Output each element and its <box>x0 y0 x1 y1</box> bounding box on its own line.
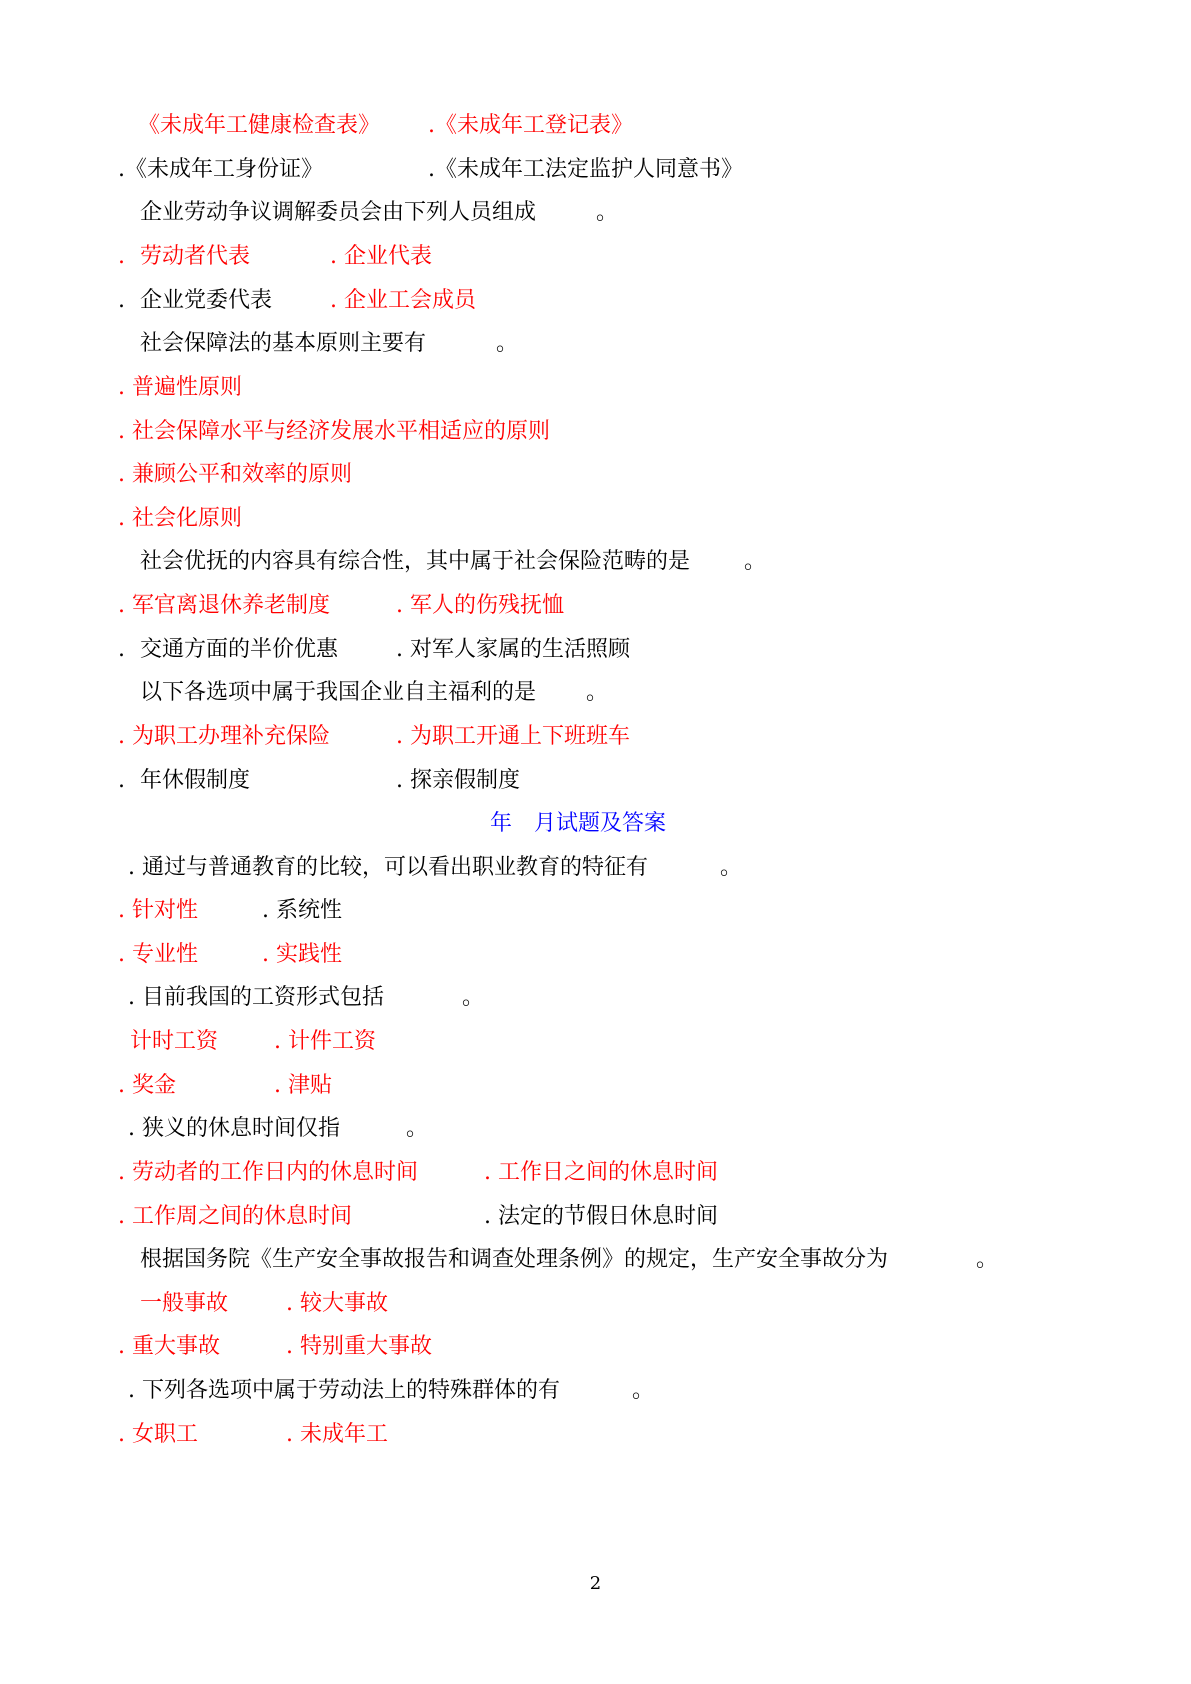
q5-stem-text: 以下各选项中属于我国企业自主福利的是 <box>140 680 537 705</box>
q3-stem-end: 。 <box>496 331 519 356</box>
q6-options-row-1 <box>118 896 342 926</box>
q8-stem-end: 。 <box>406 1116 429 1141</box>
q5-option-b: . 为职工开通上下班班车 <box>396 724 630 749</box>
q10-option-b: . 未成年工 <box>286 1422 388 1447</box>
q7-stem <box>128 983 485 1013</box>
q1-option-a: 《未成年工健康检查表》 <box>138 113 381 138</box>
q4-options-row-1 <box>118 591 564 621</box>
q7-stem-end: 。 <box>462 985 485 1010</box>
q2-option-a: 劳动者代表 <box>140 244 251 269</box>
q4-option-c: 交通方面的半价优惠 <box>140 637 339 662</box>
page-number: 2 <box>589 1573 602 1594</box>
q2-options-row-2 <box>118 286 476 316</box>
q3-stem <box>140 329 519 359</box>
q9-option-b: . 较大事故 <box>286 1291 388 1316</box>
q3-stem-text: 社会保障法的基本原则主要有 <box>140 331 427 356</box>
q5-options-row-1 <box>118 722 630 752</box>
q2-option-c-mark: . <box>118 288 125 313</box>
q7-stem-text: . 目前我国的工资形式包括 <box>128 985 384 1010</box>
q10-stem-text: . 下列各选项中属于劳动法上的特殊群体的有 <box>128 1378 560 1403</box>
q9-stem-text: 根据国务院《生产安全事故报告和调查处理条例》的规定，生产安全事故分为 <box>140 1247 889 1272</box>
q2-stem-text: 企业劳动争议调解委员会由下列人员组成 <box>140 200 537 225</box>
q8-option-c: . 工作周之间的休息时间 <box>118 1204 352 1229</box>
q8-stem-text: . 狭义的休息时间仅指 <box>128 1116 340 1141</box>
q7-option-b: . 计件工资 <box>274 1029 376 1054</box>
q4-option-b: . 军人的伤残抚恤 <box>396 593 564 618</box>
q8-options-row-1 <box>118 1158 718 1188</box>
q9-stem-end: 。 <box>976 1247 999 1272</box>
q10-options-row-1 <box>118 1420 388 1450</box>
q7-option-c: . 奖金 <box>118 1073 176 1098</box>
q9-options-row-2 <box>118 1332 432 1362</box>
q3-option-c: . 兼顾公平和效率的原则 <box>118 462 352 487</box>
q2-options-row-1 <box>118 242 432 272</box>
q6-stem <box>128 853 743 883</box>
q1-option-c: .《未成年工身份证》 <box>118 157 323 182</box>
q4-options-row-2 <box>118 635 630 665</box>
q10-stem-end: 。 <box>632 1378 655 1403</box>
q8-option-b: . 工作日之间的休息时间 <box>484 1160 718 1185</box>
q1-options-row-2 <box>118 155 743 185</box>
q6-option-a: . 针对性 <box>118 898 198 923</box>
q5-option-a: . 为职工办理补充保险 <box>118 724 330 749</box>
q4-stem-end: 。 <box>744 549 767 574</box>
section-heading-title: 月试题及答案 <box>534 811 667 836</box>
q7-option-a: 计时工资 <box>130 1029 219 1054</box>
q6-stem-end: 。 <box>720 855 743 880</box>
q2-option-b: . 企业代表 <box>330 244 432 269</box>
q9-stem <box>140 1245 999 1275</box>
q10-option-a: . 女职工 <box>118 1422 198 1447</box>
q9-options-row-1 <box>118 1289 388 1319</box>
section-heading <box>490 809 667 839</box>
q2-option-a-mark: . <box>118 244 125 269</box>
q1-option-b: .《未成年工登记表》 <box>428 113 633 138</box>
q4-option-c-mark: . <box>118 637 125 662</box>
q5-option-c: 年休假制度 <box>140 768 251 793</box>
q1-option-d: .《未成年工法定监护人同意书》 <box>428 157 743 182</box>
q7-options-row-1 <box>118 1027 376 1057</box>
q9-option-a: 一般事故 <box>140 1291 229 1316</box>
q6-option-b: . 系统性 <box>262 898 342 923</box>
q3-option-d: . 社会化原则 <box>118 506 242 531</box>
q6-options-row-2 <box>118 940 342 970</box>
q10-stem <box>128 1376 655 1406</box>
q5-stem <box>140 678 609 708</box>
q1-options-row-1 <box>138 111 633 141</box>
q7-options-row-2 <box>118 1071 332 1101</box>
q2-stem <box>140 198 619 228</box>
q9-option-d: . 特别重大事故 <box>286 1334 432 1359</box>
q9-option-c: . 重大事故 <box>118 1334 220 1359</box>
section-heading-year: 年 <box>490 811 513 836</box>
q2-option-d: . 企业工会成员 <box>330 288 476 313</box>
q3-option-b: . 社会保障水平与经济发展水平相适应的原则 <box>118 419 550 444</box>
q2-option-c: 企业党委代表 <box>140 288 273 313</box>
q8-option-a: . 劳动者的工作日内的休息时间 <box>118 1160 418 1185</box>
q5-option-d: . 探亲假制度 <box>396 768 520 793</box>
q6-option-c: . 专业性 <box>118 942 198 967</box>
q4-option-a: . 军官离退休养老制度 <box>118 593 330 618</box>
q2-stem-end: 。 <box>596 200 619 225</box>
q3-option-a: . 普遍性原则 <box>118 375 242 400</box>
q8-options-row-2 <box>118 1202 718 1232</box>
q4-stem-text: 社会优抚的内容具有综合性，其中属于社会保险范畴的是 <box>140 549 691 574</box>
q6-option-d: . 实践性 <box>262 942 342 967</box>
q4-stem <box>140 547 767 577</box>
q8-stem <box>128 1114 429 1144</box>
q5-options-row-2 <box>118 766 520 796</box>
q8-option-d: . 法定的节假日休息时间 <box>484 1204 718 1229</box>
q7-option-d: . 津贴 <box>274 1073 332 1098</box>
q6-stem-text: . 通过与普通教育的比较，可以看出职业教育的特征有 <box>128 855 648 880</box>
q5-stem-end: 。 <box>586 680 609 705</box>
q4-option-d: . 对军人家属的生活照顾 <box>396 637 630 662</box>
q5-option-c-mark: . <box>118 768 125 793</box>
